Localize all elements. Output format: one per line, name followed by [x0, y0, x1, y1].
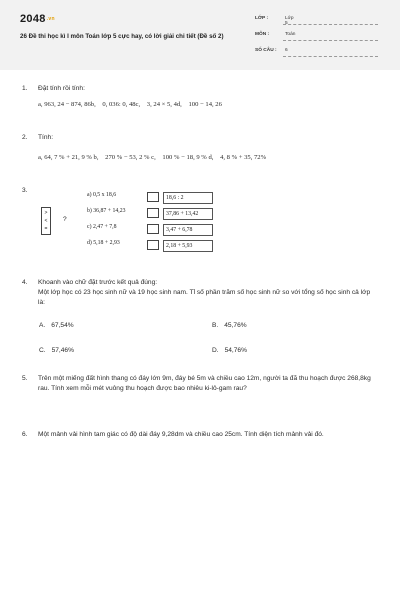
compare-left-d: d) 5,18 + 2,93 [87, 240, 120, 246]
question-number: 1. [22, 85, 28, 92]
subject-label: MÔN : [255, 32, 270, 37]
question-instruction: Khoanh vào chữ đặt trước kết quả đúng: [38, 279, 158, 286]
option-c[interactable] [39, 347, 74, 354]
option-letter: A. [39, 322, 46, 329]
option-d[interactable] [212, 347, 247, 354]
count-value: 6 [285, 48, 288, 53]
math-item: 4, 8 % + 35, 72% [220, 154, 267, 161]
question-number: 3. [22, 187, 28, 194]
question-number: 5. [22, 375, 28, 382]
compare-left-c: c) 2,47 + 7,8 [87, 224, 117, 230]
question-number: 2. [22, 134, 28, 141]
answer-box-b[interactable] [147, 208, 159, 218]
compare-left-b: b) 36,87 + 14,23 [87, 208, 126, 214]
option-a[interactable] [39, 322, 74, 329]
subject-underline [283, 40, 378, 41]
math-item: 0, 036: 0, 48c, [102, 101, 141, 108]
option-letter: C. [39, 347, 46, 354]
class-value: Lớp 5 [285, 16, 294, 26]
logo-suffix: .vn [46, 16, 55, 23]
worksheet-header [0, 0, 400, 70]
question-text: Đặt tính rồi tính: [38, 85, 85, 92]
question-text: Một mảnh vải hình tam giác có độ dài đáy 9,28dm và chiều cao 25cm. Tính diện tích mảnh vải đó. [38, 431, 324, 438]
answer-box-c[interactable] [147, 224, 159, 234]
answer-box-a[interactable] [147, 192, 159, 202]
math-item: a, 963, 24 − 874, 86b, [38, 101, 96, 108]
document-title: 26 Đề thi học kì I môn Toán lớp 5 cực hay, có lời giải chi tiết (Đề số 2) [20, 33, 224, 40]
option-value: 67,54% [51, 322, 74, 329]
option-letter: B. [212, 322, 219, 329]
math-item: 100 % − 18, 9 % d, [162, 154, 214, 161]
compare-right-a: 18,6 : 2 [163, 192, 213, 204]
option-letter: D. [212, 347, 219, 354]
site-logo[interactable] [20, 13, 55, 25]
compare-right-c: 3,47 + 6,78 [163, 224, 213, 236]
math-item: 3, 24 × 5, 4d, [146, 101, 182, 108]
question-text: Tính: [38, 134, 54, 141]
question-text [38, 278, 378, 308]
question-2-items [38, 154, 271, 161]
count-label: SỐ CÂU : [255, 48, 277, 53]
compare-right-b: 37,86 + 13,42 [163, 208, 213, 220]
option-value: 45,76% [224, 322, 247, 329]
class-label: LỚP : [255, 16, 269, 21]
subject-value: Toán [285, 32, 296, 37]
compare-left-a: a) 0,5 x 18,6 [87, 192, 117, 198]
question-text: Trên một miếng đất hình thang có đáy lớn 9m, đáy bé 5m và chiều cao 12m, người ta đã thu hoạch được 268,8kg rau. Tính xem mỗi mét vuông thu hoạch được bao nhiêu ki-lô-gam rau? [38, 375, 371, 392]
option-b[interactable] [212, 322, 247, 329]
logo-text: 2048 [20, 13, 46, 25]
class-underline [283, 24, 378, 25]
answer-box-d[interactable] [147, 240, 159, 250]
question-problem: Một lớp học có 23 học sinh nữ và 19 học sinh nam. Tỉ số phần trăm số học sinh nữ so với tổng số học sinh cả lớp là: [38, 289, 371, 306]
comparison-symbols-box: > < = [41, 207, 51, 235]
compare-right-d: 2,18 + 5,93 [163, 240, 213, 252]
question-1-items [38, 101, 227, 108]
math-item: 100 − 14, 26 [188, 101, 222, 108]
question-number: 4. [22, 279, 28, 286]
question-number: 6. [22, 431, 28, 438]
option-value: 57,46% [51, 347, 74, 354]
option-value: 54,76% [224, 347, 247, 354]
math-item: 270 % − 53, 2 % c, [105, 154, 156, 161]
question-mark: ? [63, 216, 67, 223]
count-underline [283, 56, 378, 57]
math-item: a, 64, 7 % + 21, 9 % b, [38, 154, 99, 161]
